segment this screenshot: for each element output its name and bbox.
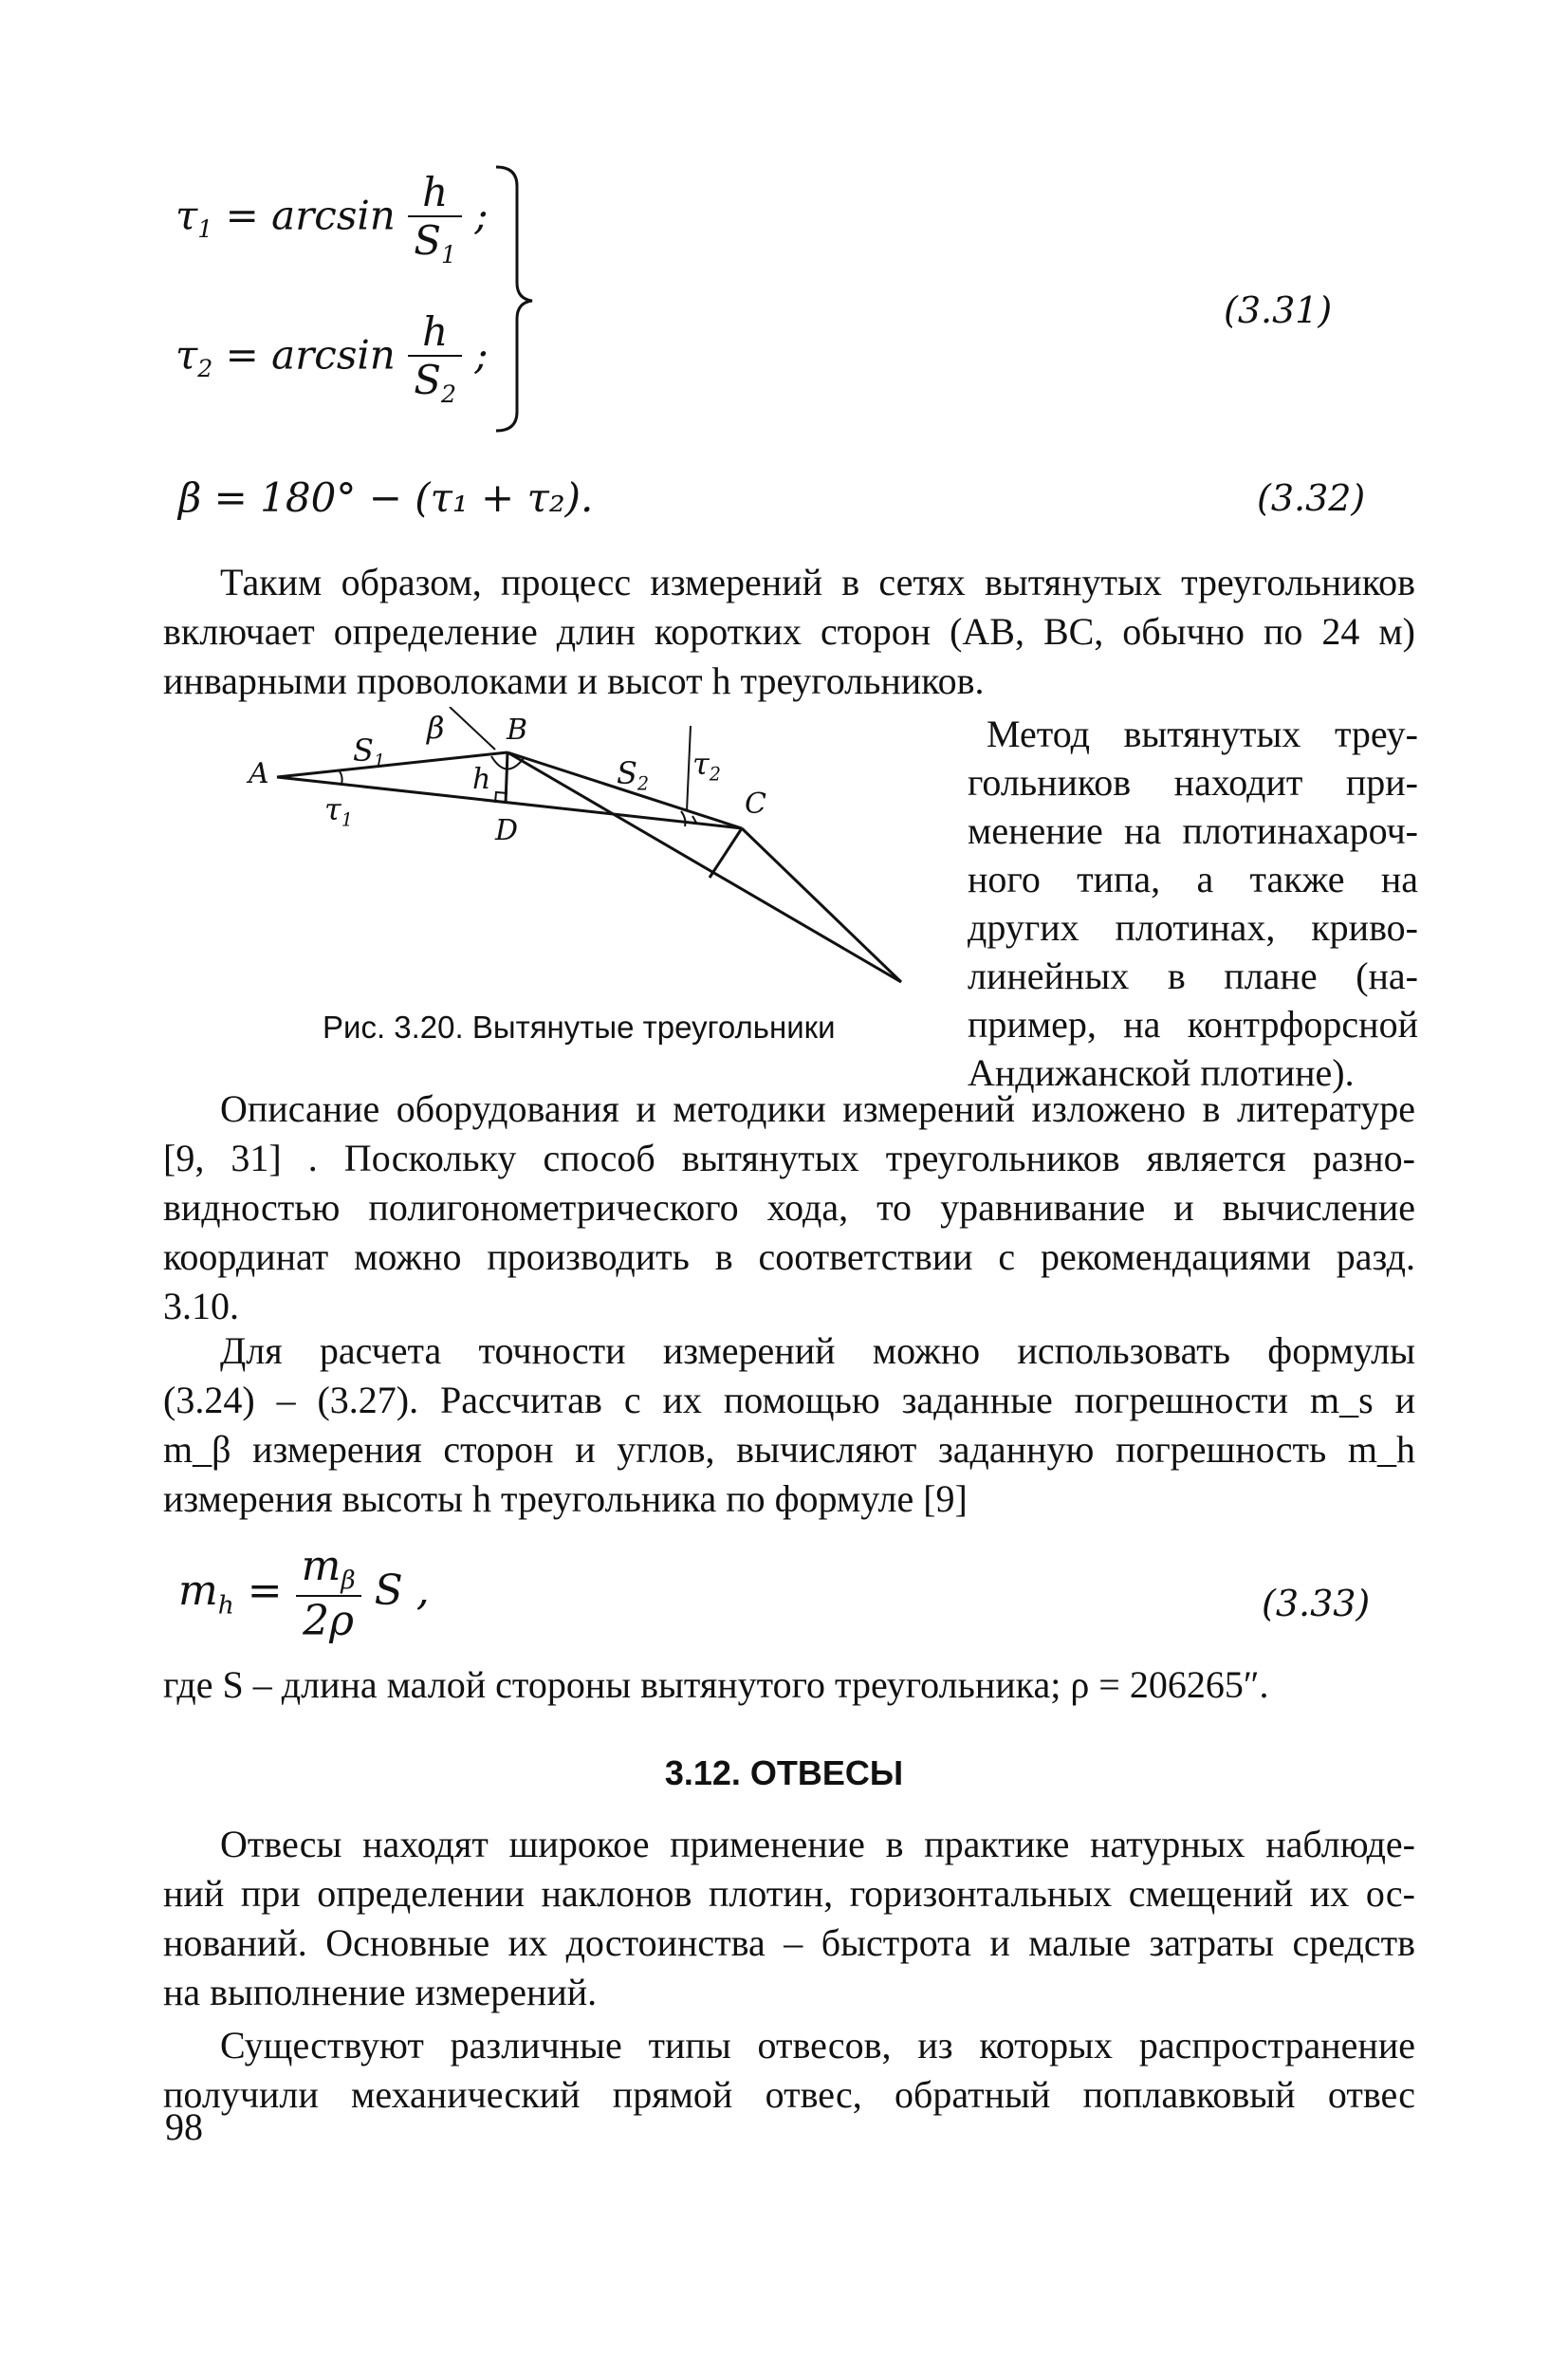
eq-numerator: $m_\beta$ [296, 1542, 361, 1597]
side-C-far [742, 828, 901, 982]
eq-denominator: $S_2$ [414, 357, 457, 408]
figure-label-C: C [745, 788, 766, 821]
eq-fn: = arcsin [225, 331, 396, 379]
text-line: (3.24) – (3.27). Рассчитав с их помощью заданные погрешности m_s и [163, 1379, 1415, 1421]
text-line: измерения высоты h треугольника по формуле [9] [163, 1477, 968, 1520]
figure-label-tau2: $\tau_2$ [692, 746, 721, 786]
where-line: где S – длина малой стороны вытянутого треугольника; ρ = 206265″. [163, 1663, 1269, 1706]
section-heading: 3.12. ОТВЕСЫ [664, 1753, 904, 1792]
eq-denominator: 2ρ [303, 1597, 355, 1646]
eq-lhs: τ [175, 192, 198, 239]
text-line: Таким образом, процесс измерений в сетях вытянутых треугольников [220, 561, 1415, 603]
text-line: гольников находит при- [968, 761, 1418, 804]
leader-beta [450, 707, 495, 750]
eq-lhs: m [178, 1566, 218, 1616]
paragraph-plumb-lines [163, 1820, 1415, 2017]
figure-label-S1: $S_1$ [353, 732, 386, 772]
eq-lhs: τ [175, 331, 198, 379]
figure-label-tau1: $\tau_1$ [324, 791, 353, 831]
text-line: видностью полигонометрического хода, то уравнивание и вычисление [163, 1186, 1415, 1229]
text-line: других плотинах, криво- [968, 906, 1418, 949]
equation-3-33 [178, 1542, 430, 1645]
text-line: Андижанской плотине). [968, 1051, 1355, 1094]
text-line: Существуют различные типы отвесов, из которых распространение [220, 2024, 1415, 2067]
height-second [710, 828, 742, 878]
equation-3-31-line-2 [175, 308, 489, 408]
paragraph-plumb-types [163, 2021, 1415, 2120]
eq-lhs-sub: 2 [197, 355, 213, 383]
text-line: m_β измерения сторон и углов, вычисляют заданную погрешность m_h [163, 1428, 1415, 1471]
text-line: 3.10. [163, 1285, 239, 1327]
text-line: включает определение длин коротких сторон (AB, BC, обычно по 24 м) [163, 610, 1415, 653]
page-number: 98 [165, 2105, 203, 2148]
eq-numerator: h [408, 308, 462, 357]
text-line: на выполнение измерений. [163, 1971, 598, 2013]
text-line: координат можно производить в соответствии с рекомендациями разд. [163, 1235, 1415, 1278]
height-h [506, 752, 507, 804]
text-line: получили механический прямой отвес, обратный поплавковый отвес [163, 2073, 1415, 2116]
figure-label-D: D [495, 814, 519, 847]
eq-tail: ; [474, 331, 489, 379]
paragraph-equipment [163, 1084, 1415, 1331]
text-line: Описание оборудования и методики измерений изложено в литературе [220, 1087, 1415, 1130]
figure-label-h: h [472, 763, 491, 796]
text-line: нований. Основные их достоинства – быстрота и малые затраты средств [163, 1921, 1415, 1964]
equation-number-3-32: (3.32) [1257, 477, 1366, 519]
equation-3-32: β = 180° − (τ₁ + τ₂). [178, 474, 594, 521]
equation-3-31-line-1 [175, 169, 489, 269]
figure-label-B: B [507, 714, 528, 747]
figure-caption: Рис. 3.20. Вытянутые треугольники [323, 1010, 836, 1045]
text-line: пример, на контрфорсной [968, 1003, 1418, 1046]
eq-equals: = [247, 1566, 283, 1616]
text-line: Метод вытянутых треу- [987, 713, 1418, 755]
side-B-far [507, 752, 901, 982]
eq-lhs-sub: h [217, 1590, 234, 1621]
paragraph-accuracy [163, 1326, 1415, 1524]
eq-tail: S , [374, 1566, 430, 1616]
angle-arc-tau2 [681, 811, 686, 826]
eq-tail: ; [474, 192, 489, 239]
text-line: Отвесы находят широкое применение в практике натурных наблюде- [220, 1823, 1415, 1865]
figure-elongated-triangles [247, 707, 930, 1001]
eq-numerator: h [408, 169, 462, 217]
side-paragraph [968, 710, 1418, 1097]
eq-fn: = arcsin [225, 192, 396, 239]
text-line: инварными проволоками и высот h треугольников. [163, 659, 985, 702]
figure-label-beta: β [427, 710, 445, 746]
eq-fraction [408, 308, 462, 408]
figure-label-A: A [249, 757, 269, 790]
text-line: менение на плотинахароч- [968, 809, 1418, 852]
text-line: Для расчета точности измерений можно использовать формулы [220, 1329, 1415, 1372]
eq-denominator: $S_1$ [414, 217, 457, 269]
eq-fraction [296, 1542, 361, 1645]
figure-label-S2: $S_2$ [617, 755, 650, 795]
equation-number-3-33: (3.33) [1262, 1583, 1371, 1624]
eq-lhs-sub: 1 [197, 215, 213, 244]
text-line: линейных в плане (на- [968, 955, 1418, 997]
leader-tau2 [687, 726, 691, 811]
text-line: ного типа, а также на [968, 858, 1418, 900]
paragraph-intro [163, 558, 1415, 706]
eq-fraction [408, 169, 462, 269]
text-line: ний при определении наклонов плотин, горизонтальных смещений их ос- [163, 1872, 1415, 1915]
text-line: [9, 31] . Поскольку способ вытянутых треугольников является разно- [163, 1137, 1415, 1179]
equation-brace-icon [489, 161, 545, 436]
equation-number-3-31: (3.31) [1224, 289, 1333, 331]
